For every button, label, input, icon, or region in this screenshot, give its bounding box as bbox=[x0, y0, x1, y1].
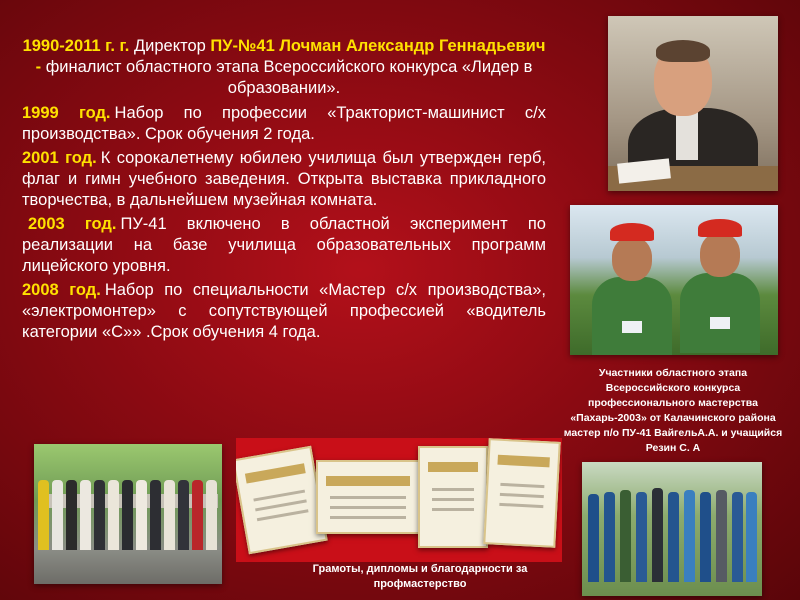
entry-1999 bbox=[22, 103, 546, 145]
photo-detail bbox=[732, 492, 743, 582]
diplomas-collage bbox=[236, 438, 562, 562]
photo-detail bbox=[604, 492, 615, 582]
contest-participants-photo bbox=[570, 205, 778, 355]
headline-rest: финалист областного этапа Всероссийского конкурса «Лидер в образовании». bbox=[41, 58, 533, 97]
director-photo bbox=[608, 16, 778, 191]
photo-detail bbox=[656, 40, 710, 62]
headline-role: Директор bbox=[129, 37, 211, 55]
entry-2001 bbox=[22, 148, 546, 211]
photo-detail bbox=[620, 490, 631, 582]
photo-detail bbox=[94, 480, 105, 550]
diploma-image bbox=[236, 446, 328, 554]
entry-2003 bbox=[22, 214, 546, 277]
entry-text: ПУ-41 включено в областной эксперимент по реализации на базе училища образовательных программ лицейского уровня. bbox=[22, 215, 546, 275]
photo-detail bbox=[38, 480, 49, 550]
photo-detail bbox=[178, 480, 189, 550]
photo-detail bbox=[700, 492, 711, 582]
diploma-image bbox=[418, 446, 488, 548]
entry-text: Набор по профессии «Тракторист-машинист с/х производства». Срок обучения 2 года. bbox=[22, 104, 546, 143]
participant-figure bbox=[592, 223, 672, 355]
entry-year: 2001 год. bbox=[22, 149, 97, 167]
photo-detail bbox=[108, 480, 119, 550]
photo-detail bbox=[668, 492, 679, 582]
entry-year: 1999 год. bbox=[22, 104, 111, 122]
photo-detail bbox=[122, 480, 133, 550]
photo-detail bbox=[588, 494, 599, 582]
photo-detail bbox=[684, 490, 695, 582]
history-text bbox=[22, 36, 546, 346]
entry-2008 bbox=[22, 280, 546, 343]
photo-detail bbox=[164, 480, 175, 550]
students-caption: Участники областного этапа Всероссийского конкурса профессионального мастерства «Пахарь-2003» от Калачинского района мастер п/о ПУ-41 ВайгельА.А. и учащийся Резин С. А bbox=[563, 367, 783, 454]
diplomas-caption: Грамоты, дипломы и благодарности за профмастерство bbox=[312, 563, 528, 590]
photo-detail bbox=[716, 490, 727, 582]
photo-detail bbox=[150, 480, 161, 550]
entry-text: К сорокалетнему юбилею училища был утвержден герб, флаг и гимн учебного заведения. Открыта выставка прикладного творчества, в дальнейшем музейная комната. bbox=[22, 149, 546, 209]
photo-detail bbox=[136, 480, 147, 550]
headline-period: 1990-2011 г. г. bbox=[22, 37, 130, 55]
diploma-image bbox=[316, 460, 420, 534]
director-headline bbox=[22, 36, 546, 99]
photo-detail bbox=[652, 488, 663, 582]
photo-detail bbox=[636, 492, 647, 582]
entry-text: Набор по специальности «Мастер с/х производства», «электромонтер» с сопутствующей профессией «водитель категории «С»» .Срок обучения 4 года. bbox=[22, 281, 546, 341]
photo-detail bbox=[676, 110, 698, 160]
diploma-image bbox=[483, 438, 560, 548]
photo-detail bbox=[746, 492, 757, 582]
participant-figure bbox=[680, 219, 760, 351]
photo-detail bbox=[80, 480, 91, 550]
entry-year: 2003 год. bbox=[28, 215, 117, 233]
photo-detail bbox=[66, 480, 77, 550]
team-lineup-photo bbox=[34, 444, 222, 584]
workers-group-photo bbox=[582, 462, 762, 596]
headline-name: ПУ-№41 Лочман Александр Геннадьевич - bbox=[35, 37, 546, 76]
photo-detail bbox=[52, 480, 63, 550]
entry-year: 2008 год. bbox=[22, 281, 101, 299]
photo-detail bbox=[206, 480, 217, 550]
photo-detail bbox=[192, 480, 203, 550]
